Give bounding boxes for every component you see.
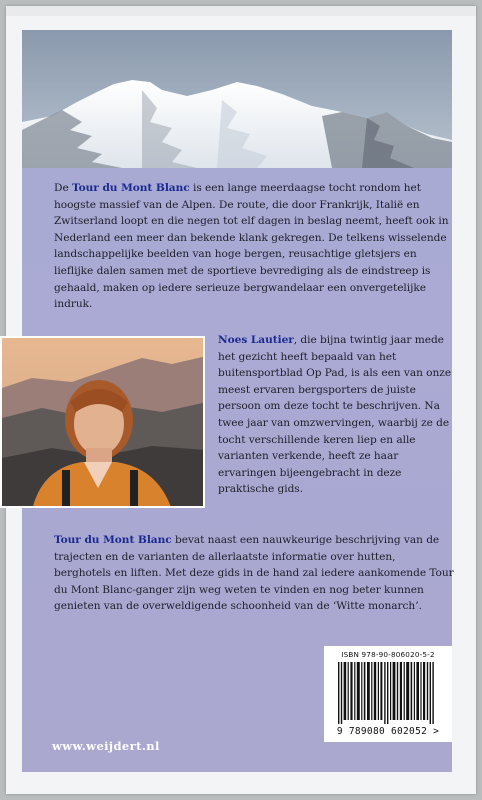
barcode-bars — [338, 662, 438, 724]
author-text: , die bijna twintig jaar mede het gezicht heeft bepaald van het buitensportblad Op Pad, is als een van onze meest ervaren bergsporters de juiste persoon om deze tocht te beschrijven. Na twee jaar van omzwervingen, waarbij ze de tocht verschillende keren liep en alle varianten verkende, heeft ze haar ervaringen bijeengebracht in deze praktische gids. — [218, 334, 452, 496]
author-portrait — [0, 336, 205, 508]
intro-lead: De — [54, 182, 72, 194]
guide-title: Tour du Mont Blanc — [54, 534, 172, 546]
author-name: Noes Lautier — [218, 334, 294, 346]
barcode — [324, 646, 452, 742]
intro-text: is een lange meerdaagse tocht rondom het hoogste massief van de Alpen. De route, die door Frankrijk, Italië en Zwitserland loopt en die negen tot elf dagen in beslag neemt, heeft ook in Nederland een meer dan bekende klank gekregen. De telkens wisselende landschappelijke beelden van hoge bergen, reusachtige gletsjers en lieflijke dalen samen met de sportieve bevrediging als de eindstreep is gehaald, maken op iedere serieuze bergwandelaar een onvergetelijke indruk. — [54, 182, 449, 311]
mont-blanc-photo — [22, 30, 452, 168]
website-url: www.weijdert.nl — [52, 739, 160, 753]
barcode-digits: 9 789080 602052 > — [336, 726, 440, 737]
guide-paragraph — [54, 532, 454, 615]
cover-top-strip — [6, 6, 476, 16]
isbn-label: ISBN 978-90-806020-5-2 — [341, 650, 435, 659]
intro-paragraph — [54, 180, 454, 313]
intro-title: Tour du Mont Blanc — [71, 182, 190, 194]
author-paragraph — [218, 332, 454, 498]
guide-text: bevat naast een nauwkeurige beschrijving van de trajecten en de varianten de allerlaatste informatie over hutten, berghotels en liften. Met deze gids in de hand zal iedere aankomende Tour du Mont Blanc-ganger zijn weg weten te vinden en nog beter kunnen genieten van de overweldigende schoonheid van de ‘Witte monarch’. — [54, 534, 454, 613]
